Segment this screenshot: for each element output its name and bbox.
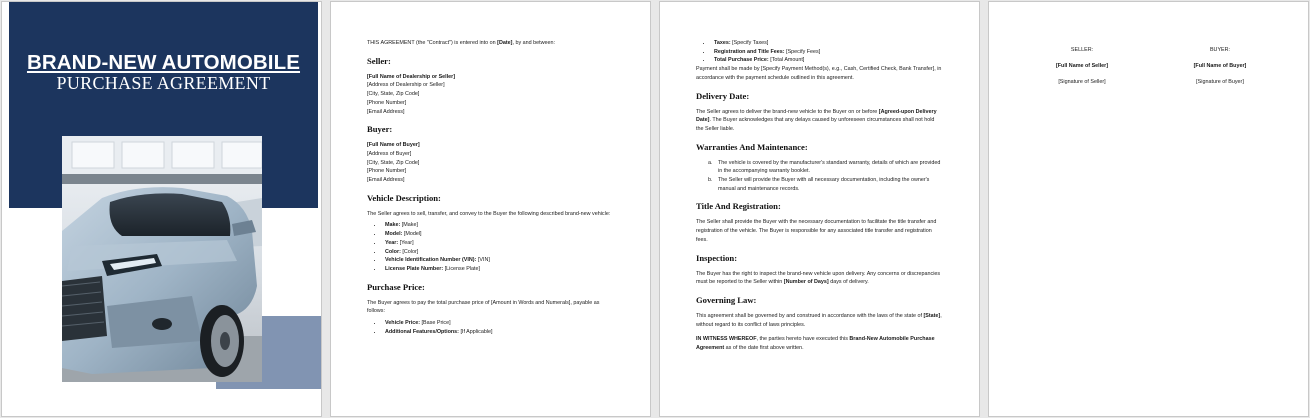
list-item	[712, 56, 943, 65]
seller-name: [Full Name of Seller]	[1055, 63, 1109, 70]
buyer-label: BUYER:	[1209, 47, 1231, 53]
seller-name: [Full Name of Dealership or Seller]	[367, 73, 456, 80]
price-list	[383, 319, 614, 336]
warranty-heading: Warranties And Maintenance:	[696, 141, 808, 152]
seller-city: [City, State, Zip Code]	[367, 91, 420, 98]
warranty-list	[714, 159, 943, 194]
item-value: [Color]	[400, 248, 419, 255]
cover-title-line1: BRAND-NEW AUTOMOBILE	[26, 51, 301, 74]
list-item	[712, 48, 943, 57]
item-value: [Make]	[400, 222, 418, 229]
intro-date: [Date]	[497, 40, 513, 46]
seller-signature: [Signature of Seller]	[1058, 79, 1106, 86]
title-registration-heading: Title And Registration:	[696, 201, 781, 212]
seller-phone: [Phone Number]	[367, 99, 407, 106]
vehicle-heading: Vehicle Description:	[367, 192, 441, 203]
item-label: Model:	[385, 231, 403, 238]
list-item	[383, 319, 614, 328]
item-label: Vehicle Identification Number (VIN):	[385, 257, 477, 264]
law-prefix: This agreement shall be governed by and construed in accordance with the laws of the state of	[696, 312, 924, 319]
witness-text	[696, 335, 943, 352]
seller-address: [Address of Dealership or Seller]	[367, 82, 445, 89]
delivery-prefix: The Seller agrees to deliver the brand-new vehicle to the Buyer on or before	[696, 108, 879, 115]
list-item: a. The vehicle is covered by the manufacturer's standard warranty, details of which are provided in the accompanying warranty booklet.	[714, 159, 943, 176]
inspection-text	[696, 270, 943, 287]
list-item	[383, 265, 614, 274]
buyer-name: [Full Name of Buyer]	[1193, 63, 1247, 70]
buyer-heading: Buyer:	[367, 124, 393, 135]
item-label: Registration and Title Fees:	[714, 48, 785, 55]
seller-email: [Email Address]	[367, 108, 405, 115]
item-label: Vehicle Price:	[385, 320, 421, 327]
inspection-heading: Inspection:	[696, 252, 738, 263]
law-state-placeholder: [State]	[923, 312, 941, 319]
buyer-name: [Full Name of Buyer]	[367, 142, 420, 149]
payment-text: Payment shall be made by [Specify Payment Method(s), e.g., Cash, Certified Check, Bank Transfer], in accordance with the payment schedule outlined in this agreement.	[696, 66, 942, 81]
item-label: License Plate Number:	[385, 265, 444, 272]
vehicle-text: The Seller agrees to sell, transfer, and convey to the Buyer the following described brand-new vehicle:	[367, 210, 611, 217]
agreement-page-2	[330, 1, 651, 417]
inspection-prefix: The Buyer has the right to inspect the brand-new vehicle upon delivery. Any concerns or discrepancies must be reported to the Seller within	[696, 270, 941, 286]
buyer-signature: [Signature of Buyer]	[1196, 79, 1244, 86]
agreement-page-3	[659, 1, 980, 417]
item-value: [Base Price]	[420, 320, 451, 327]
inspection-suffix: days of delivery.	[828, 279, 869, 286]
item-label: Color:	[385, 248, 401, 255]
list-item	[383, 248, 614, 257]
item-label: Year:	[385, 239, 399, 246]
seller-label: SELLER:	[1070, 47, 1094, 53]
delivery-text	[696, 108, 943, 134]
list-item	[383, 256, 614, 265]
buyer-email: [Email Address]	[367, 177, 405, 184]
item-value: [Specify Fees]	[784, 48, 821, 55]
item-value: [Specify Taxes]	[730, 40, 769, 46]
item-value: [If Applicable]	[458, 328, 493, 335]
intro-paragraph	[367, 39, 614, 48]
item-label: Total Purchase Price:	[714, 57, 769, 64]
item-label: Make:	[385, 222, 401, 229]
buyer-phone: [Phone Number]	[367, 168, 407, 175]
intro-prefix: THIS AGREEMENT (the "Contract") is entered into on	[367, 40, 498, 46]
inspection-days-placeholder: [Number of Days]	[783, 279, 829, 286]
cover-car-photo	[62, 136, 262, 382]
witness-suffix: as of the date first above written.	[724, 345, 804, 352]
seller-heading: Seller:	[367, 55, 391, 66]
list-item	[712, 39, 943, 48]
delivery-heading: Delivery Date:	[696, 90, 750, 101]
law-suffix: , without regard to its conflict of laws principles.	[696, 312, 942, 328]
cover-title-line2: PURCHASE AGREEMENT	[56, 73, 271, 93]
witness-lead: IN WITNESS WHEREOF	[696, 336, 757, 343]
list-item	[383, 230, 614, 239]
seller-signature-block	[1017, 46, 1147, 95]
buyer-city: [City, State, Zip Code]	[367, 159, 420, 166]
signature-page	[988, 1, 1309, 417]
price-list-continued	[712, 39, 943, 65]
vehicle-list	[383, 221, 614, 273]
delivery-date-placeholder: [Agreed-upon Delivery Date]	[696, 108, 937, 124]
title-registration-text: The Seller shall provide the Buyer with the necessary documentation to facilitate the title transfer and registration of the vehicle. The Buyer is responsible for any associated title transfer and registration fees.	[696, 219, 937, 243]
price-text: The Buyer agrees to pay the total purchase price of [Amount in Words and Numerals], payable as follows:	[367, 299, 600, 315]
list-item: b. The Seller will provide the Buyer with all necessary documentation, including the owner's manual and maintenance records.	[714, 176, 943, 193]
item-label: Taxes:	[714, 40, 731, 46]
item-value: [VIN]	[476, 257, 490, 264]
cover-page	[1, 1, 322, 417]
item-value: [Total Amount]	[768, 57, 805, 64]
governing-law-text	[696, 312, 943, 329]
item-value: [License Plate]	[443, 265, 480, 272]
list-item	[383, 328, 614, 337]
witness-agreement-name: Brand-New Automobile Purchase Agreement	[696, 336, 935, 352]
witness-mid: , the parties hereto have executed this	[756, 336, 850, 343]
buyer-signature-block	[1155, 46, 1285, 95]
item-value: [Model]	[402, 231, 422, 238]
list-item	[383, 239, 614, 248]
intro-suffix: , by and between:	[512, 40, 556, 46]
item-value: [Year]	[398, 239, 414, 246]
list-item	[383, 221, 614, 230]
item-label: Additional Features/Options:	[385, 328, 459, 335]
price-heading: Purchase Price:	[367, 281, 425, 292]
delivery-suffix: . The Buyer acknowledges that any delays caused by unforeseen circumstances shall not hold the Seller liable.	[696, 117, 935, 132]
governing-law-heading: Governing Law:	[696, 294, 757, 305]
buyer-address: [Address of Buyer]	[367, 150, 412, 157]
